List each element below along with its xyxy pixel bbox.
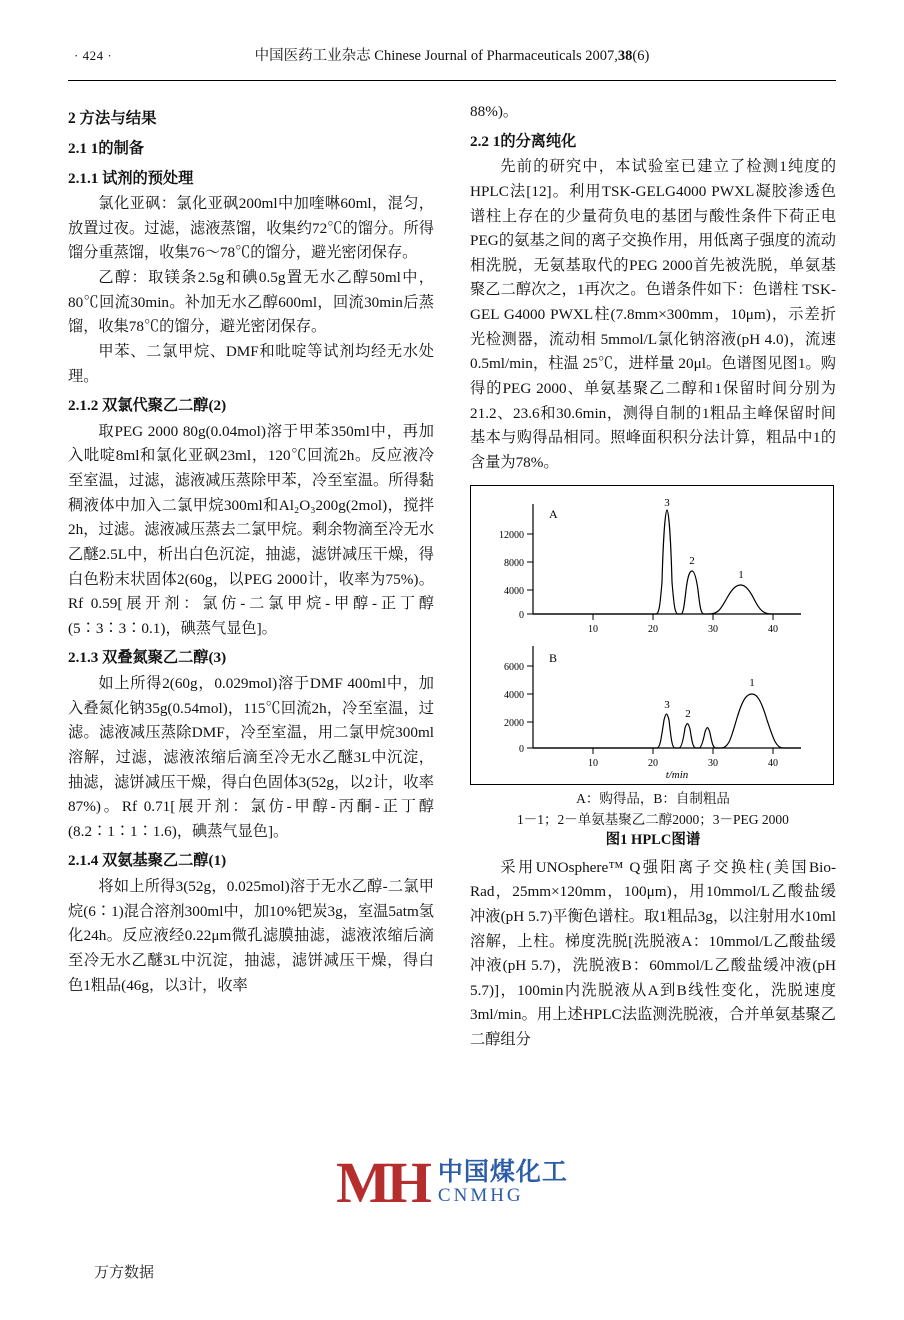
left-column xyxy=(68,100,434,1250)
figure-1 xyxy=(470,485,836,851)
watermark-text-en: CNMHG xyxy=(437,1185,524,1207)
hplc-chromatogram-chart xyxy=(470,485,834,785)
svg-text:40: 40 xyxy=(768,624,778,636)
svg-text:12000: 12000 xyxy=(499,530,524,542)
svg-text:0: 0 xyxy=(519,744,524,756)
section-2-1-2-heading: 2.1.2 双氯代聚乙二醇(2) xyxy=(68,397,227,415)
svg-text:4000: 4000 xyxy=(504,586,524,598)
footer-source: 万方数据 xyxy=(94,1265,155,1281)
journal-title-line xyxy=(68,44,836,65)
svg-text:t/min: t/min xyxy=(665,769,689,782)
svg-text:B: B xyxy=(549,651,558,666)
section-2-1-1-heading: 2.1.1 试剂的预处理 xyxy=(68,169,194,187)
svg-text:2: 2 xyxy=(689,555,695,568)
paragraph-221: 先前的研究中，本试验室已建立了检测1纯度的HPLC法[12]。利用TSK-GELG4000 PWXL凝胶渗透色谱柱上存在的少量荷负电的基团与酸性条件下荷正电PEG的氨基之间的离子交换作用，用低离子强度的流动相洗脱，无氨基取代的PEG 2000首先被洗脱，单氨基聚乙二醇次之，1再次之。色谱条件如下：色谱柱 TSK-GEL G4000 PWXL柱(7.8mm×300mm，10μm)，示差折光检测器，流动相 5mmol/L氯化钠溶液(pH 4.0)，流速 0.5ml/min，柱温 25℃，进样量 20μl。色谱图见图1。购得的PEG 2000、单氨基聚乙二醇和1保留时间分别为21.2、23.6和30.6min，测得自制的1粗品主峰保留时间基本与购得品相同。照峰面积积分法计算，粗品中1的含量为78%。 xyxy=(470,158,836,471)
svg-text:10: 10 xyxy=(588,624,598,636)
right-column xyxy=(470,100,836,1250)
svg-text:4000: 4000 xyxy=(504,690,524,702)
svg-text:6000: 6000 xyxy=(504,662,524,674)
svg-text:10: 10 xyxy=(588,758,598,770)
figure-title: 图1 HPLC图谱 xyxy=(605,831,701,848)
journal-volume: 38 xyxy=(617,48,633,64)
paragraph-214: 将如上所得3(52g，0.025mol)溶于无水乙醇-二氯甲烷(6∶1)混合溶剂300ml中，加10%钯炭3g，室温5atm氢化24h。反应液经0.22μm微孔滤膜抽滤，滤液浓缩后滴至冷无水乙醚3L中沉淀，抽滤，滤饼减压干燥，得白色1粗品(46g，以3计，收率 xyxy=(68,878,434,994)
svg-text:2000: 2000 xyxy=(504,718,524,730)
section-2-1-4-heading: 2.1.4 双氨基聚乙二醇(1) xyxy=(68,852,227,870)
two-column-body xyxy=(68,100,836,1250)
figure-legend-line-2: 1－1；2－单氨基聚乙二醇2000；3－PEG 2000 xyxy=(517,811,789,827)
svg-text:30: 30 xyxy=(708,758,718,770)
svg-text:0: 0 xyxy=(519,610,524,622)
watermark-logo: MH xyxy=(336,1150,428,1215)
figure-legend-line-1: A：购得品，B：自制粗品 xyxy=(576,791,730,807)
paragraph-212: 取PEG 2000 80g(0.04mol)溶于甲苯350ml中，再加入吡啶8ml和氯化亚砜23ml，120℃回流2h。反应液冷至室温，过滤，滤液减压蒸除甲苯，冷至室温。所得黏稠液体中加入二氯甲烷300ml和Al₂O₃200g(2mol)，搅拌2h，过滤。滤液减压蒸去二氯甲烷。剩余物滴至冷无水乙醚2.5L中，析出白色沉淀，抽滤，滤饼减压干燥，得白色粉末状固体2(60g，以PEG 2000计，收率为75%)。Rf 0.59[展开剂：氯仿-二氯甲烷-甲醇-正丁醇(5∶3∶3∶0.1)，碘蒸气显色]。 xyxy=(68,422,434,637)
svg-text:2: 2 xyxy=(685,708,691,721)
paragraph-211-2: 乙醇：取镁条2.5g和碘0.5g置无水乙醇50ml中，80℃回流30min。补加无水乙醇600ml，回流30min后蒸馏，收集78℃的馏分，避光密闭保存。 xyxy=(68,269,434,336)
paragraph-222: 采用UNOsphere™ Q强阳离子交换柱(美国Bio-Rad，25mm×120mm，100μm)，用10mmol/L乙酸盐缓冲液(pH 5.7)平衡色谱柱。取1粗品3g，以注射用水10ml溶解，上柱。梯度洗脱[洗脱液A：10mmol/L乙酸盐缓冲液(pH 5.7)，洗脱液B：60mmol/L乙酸盐缓冲液(pH 5.7)]，100min内洗脱液从A到B线性变化，洗脱速度3ml/min。用上述HPLC法监测洗脱液，合并单氨基聚乙二醇组分 xyxy=(470,858,836,1048)
svg-text:30: 30 xyxy=(708,624,718,636)
journal-title-cn: 中国医药工业杂志 xyxy=(254,48,371,64)
section-2-heading: 2 方法与结果 xyxy=(68,110,157,127)
paragraph-213: 如上所得2(60g，0.029mol)溶于DMF 400ml中，加入叠氮化钠35g(0.54mol)，115℃回流2h，冷至室温，过滤。滤液减压蒸除DMF，冷至室温，用二氯甲烷300ml溶解，过滤，滤液浓缩后滴至冷无水乙醚3L中沉淀，抽滤，滤饼减压干燥，得白色固体3(52g，以2计，收率87%)。Rf 0.71[展开剂：氯仿-甲醇-丙酮-正丁醇(8.2∶1∶1∶1.6)，碘蒸气显色]。 xyxy=(68,675,434,840)
figure-caption xyxy=(470,789,836,851)
svg-text:1: 1 xyxy=(738,569,744,582)
panel-a xyxy=(499,497,801,635)
watermark-text-cn: 中国煤化工 xyxy=(437,1158,568,1186)
svg-text:1: 1 xyxy=(749,677,755,690)
svg-text:20: 20 xyxy=(648,624,658,636)
svg-text:3: 3 xyxy=(664,497,670,510)
page-number: · 424 · xyxy=(74,48,113,63)
svg-text:A: A xyxy=(549,507,558,522)
paragraph-211-1: 氯化亚砜：氯化亚砜200ml中加喹啉60ml，混匀，放置过夜。过滤，滤液蒸馏，收集约72℃的馏分。所得馏分重蒸馏，收集76～78℃的馏分，避光密闭保存。 xyxy=(68,195,434,262)
svg-text:40: 40 xyxy=(768,758,778,770)
section-2-1-3-heading: 2.1.3 双叠氮聚乙二醇(3) xyxy=(68,649,227,667)
journal-title-en: Chinese Journal of Pharmaceuticals 2007, xyxy=(374,48,618,64)
page-header xyxy=(68,44,836,78)
panel-b xyxy=(504,646,801,781)
paragraph-continued-top: 88%)。 xyxy=(470,103,519,120)
journal-issue: (6) xyxy=(632,48,650,64)
svg-text:20: 20 xyxy=(648,758,658,770)
paragraph-211-3: 甲苯、二氯甲烷、DMF和吡啶等试剂均经无水处理。 xyxy=(68,342,434,385)
hplc-chart-svg xyxy=(471,486,833,784)
svg-text:3: 3 xyxy=(664,699,670,712)
section-2-1-heading: 2.1 1的制备 xyxy=(68,139,144,157)
section-2-2-heading: 2.2 1的分离纯化 xyxy=(470,132,577,150)
header-divider xyxy=(68,80,836,81)
svg-text:8000: 8000 xyxy=(504,558,524,570)
